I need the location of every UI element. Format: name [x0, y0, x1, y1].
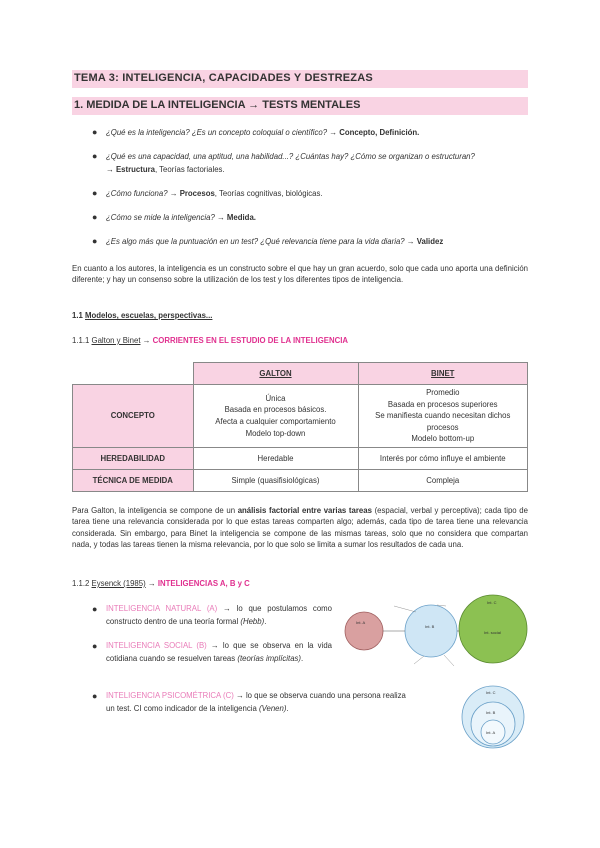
right-inner-label: Int. social — [484, 630, 501, 635]
bullet-dot-icon: ● — [92, 604, 98, 614]
row-label: TÉCNICA DE MEDIDA — [73, 469, 194, 491]
right-circle-label: Int. C — [487, 600, 497, 605]
list-item: ● ¿Cómo funciona? → Procesos, Teorías cognitivas, biológicas. — [92, 188, 323, 198]
subsection-title: 1.1 Modelos, escuelas, perspectivas... — [72, 311, 213, 320]
list-item: ● ¿Qué es una capacidad, una aptitud, una habilidad...? ¿Cuántas hay? ¿Cómo se organizan o estructuran? → Estructura, Teorías factoriales. — [92, 151, 475, 174]
column-header-galton: GALTON — [193, 363, 358, 385]
subsubsection-title: 1.1.1 Galton y Binet → CORRIENTES EN EL ESTUDIO DE LA INTELIGENCIA — [72, 336, 349, 345]
section-heading-bar — [72, 97, 528, 115]
theme-title: TEMA 3: INTELIGENCIA, CAPACIDADES Y DESTREZAS — [74, 72, 373, 84]
eysenck-link[interactable]: Eysenck (1985) — [91, 579, 146, 588]
section-heading: 1. MEDIDA DE LA INTELIGENCIA → TESTS MENTALES — [74, 99, 361, 111]
nested-label-a: Int. A — [486, 730, 496, 735]
table-row — [73, 447, 528, 469]
list-item: ● INTELIGENCIA PSICOMÉTRICA (C) → lo que se observa cuando una persona realiza un test. CI como indicador de la inteligencia (Venen). — [92, 691, 406, 713]
bullet-dot-icon: ● — [92, 127, 98, 137]
row-label: CONCEPTO — [73, 385, 194, 448]
comparison-table — [72, 362, 528, 492]
list-item: ● ¿Qué es la inteligencia? ¿Es un concepto coloquial o científico? → Concepto, Definición. — [92, 127, 420, 137]
galton-binet-link[interactable]: Galton y Binet — [91, 336, 141, 345]
galton-binet-paragraph: Para Galton, la inteligencia se compone de un análisis factorial entre varias tareas (espacial, verbal y perceptiva); cada tipo de tarea tiene una relevancia considerada por lo que estas tareas comparten algo; además, cada tipo de tarea tiene una relevancia considerada. Sin embargo, para Binet la inteligencia se compone de las mismas tareas, solo que no considera que compartan nada, y todas las tareas tienen la misma relevancia, por lo que solo se limita a sumar los resultados de cada una. — [72, 506, 528, 550]
circle-int-b — [405, 605, 457, 657]
nested-circles-diagram — [459, 680, 527, 750]
table-cell: Única Basada en procesos básicos. Afecta a cualquier comportamiento Modelo top-down — [193, 385, 358, 448]
eysenck-circles-diagram — [334, 574, 530, 674]
list-item: ● INTELIGENCIA NATURAL (A) → lo que postulamos como constructo dentro de una teoría formal (Hebb). — [92, 604, 332, 626]
column-header-binet: BINET — [358, 363, 528, 385]
list-item: ● ¿Cómo se mide la inteligencia? → Medida. — [92, 212, 256, 222]
table-row — [73, 385, 528, 448]
table-cell: Interés por cómo influye el ambiente — [358, 447, 528, 469]
circle-int-a — [345, 612, 383, 650]
table-cell: Simple (quasifisiológicas) — [193, 469, 358, 491]
table-cell: Promedio Basada en procesos superiores Se manifiesta cuando necesitan dichos procesos Modelo bottom-up — [358, 385, 528, 448]
bullet-dot-icon: ● — [92, 691, 98, 701]
bullet-dot-icon: ● — [92, 641, 98, 651]
theme-title-bar — [72, 70, 528, 88]
circle-int-c — [459, 595, 527, 663]
table-row — [73, 469, 528, 491]
table-cell: Heredable — [193, 447, 358, 469]
list-item: ● ¿Es algo más que la puntuación en un test? ¿Qué relevancia tiene para la vida diaria? → Validez — [92, 236, 444, 246]
bullet-dot-icon: ● — [92, 188, 98, 198]
row-label: HEREDABILIDAD — [73, 447, 194, 469]
nested-label-c: Int. C — [486, 690, 496, 695]
bullet-dot-icon: ● — [92, 212, 98, 222]
table-cell: Compleja — [358, 469, 528, 491]
list-item: ● INTELIGENCIA SOCIAL (B) → lo que se observa en la vida cotidiana cuando se resuelven tareas (teorías implícitas). — [92, 641, 332, 663]
bullet-dot-icon: ● — [92, 151, 98, 161]
intro-paragraph: En cuanto a los autores, la inteligencia es un constructo sobre el que hay un gran acuerdo, solo que cada uno aporta una definición diferente; y hay un consenso sobre la utilización de los test y los diferentes tipos de inteligencia. — [72, 264, 528, 285]
bullet-dot-icon: ● — [92, 236, 98, 246]
nested-label-b: Int. B — [486, 710, 496, 715]
left-circle-label: Int. A — [356, 620, 366, 625]
mid-circle-label: Int. B — [425, 624, 435, 629]
subsubsection-title: 1.1.2 Eysenck (1985) → INTELIGENCIAS A, B y C — [72, 579, 250, 588]
